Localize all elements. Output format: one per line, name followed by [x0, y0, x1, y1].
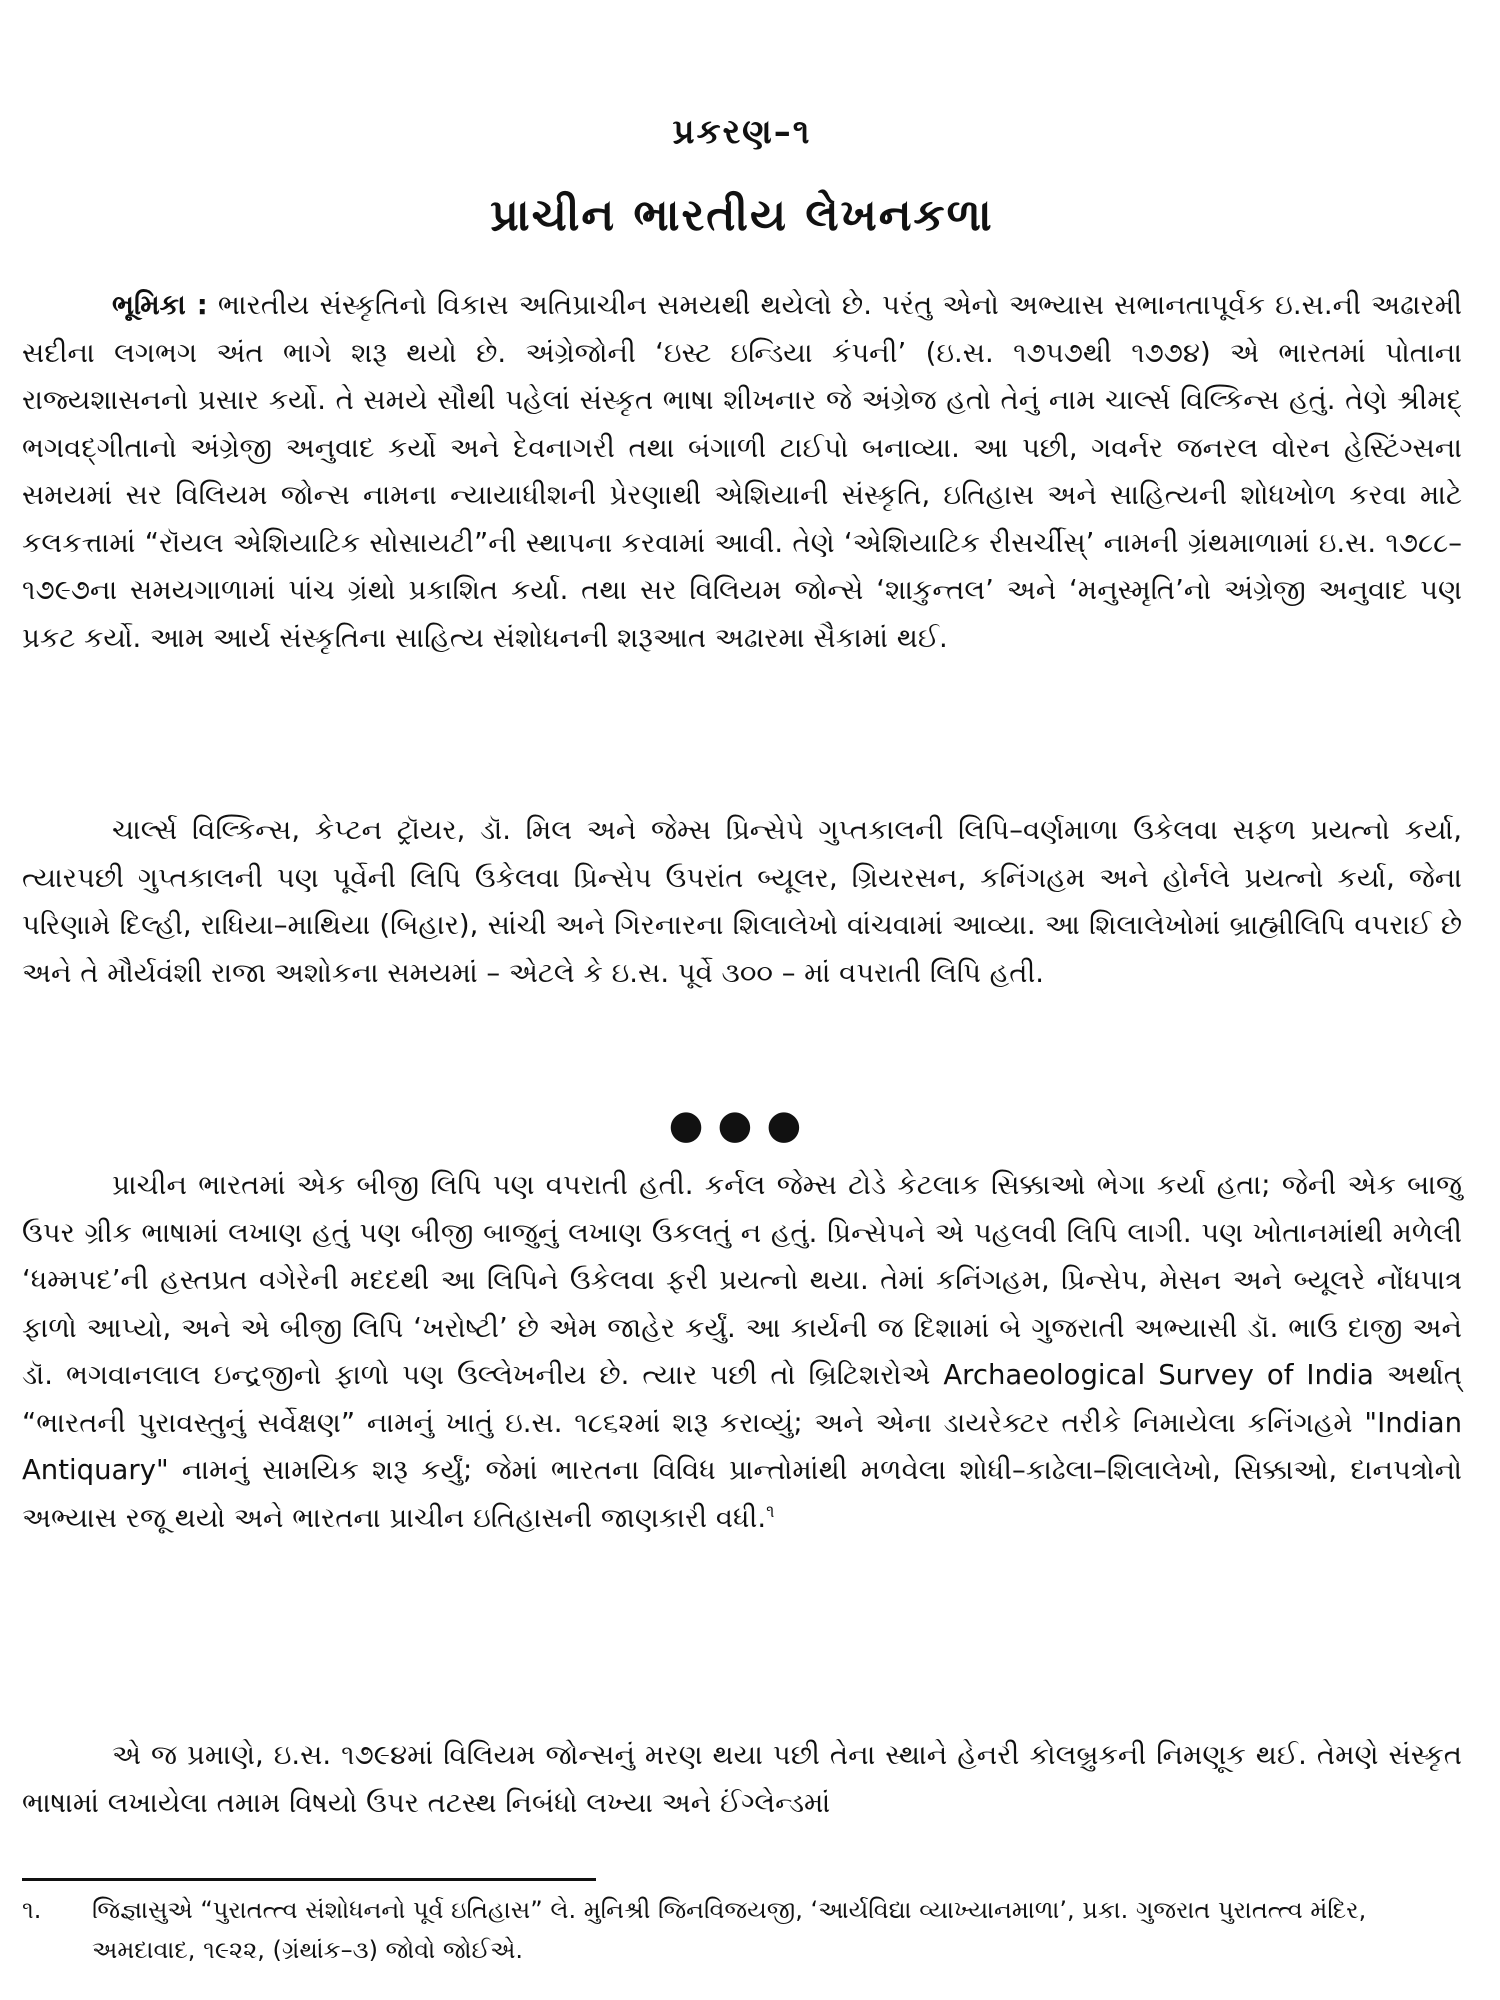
document-page: [22, 0, 1462, 2000]
paragraph-brahmi-script: ચાર્લ્સ વિલ્કિન્સ, કેપ્ટન ટ્રૉયર, ડૉ. મિલ અને જેમ્સ પ્રિન્સેપે ગુપ્તકાલની લિપિ–વર્ણમાળા ઉકેલવા સફળ પ્રયત્નો કર્યા, ત્યારપછી ગુપ્તકાલની પણ પૂર્વેની લિપિ ઉકેલવા પ્રિન્સેપ ઉપરાંત બ્યૂલર, ગ્રિયરસન, કનિંગહમ અને હોર્નલે પ્રયત્નો કર્યા, જેના પરિણામે દિલ્હી, રાધિયા–માથિયા (બિહાર), સાંચી અને ગિરનારના શિલાલેખો વાંચવામાં આવ્યા. આ શિલાલેખોમાં બ્રાહ્મીલિપિ વપરાઈ છે અને તે મૌર્યવંશી રાજા અશોકના સમયમાં – એટલે કે ઇ.સ. પૂર્વે ૩૦૦ – માં વપરાતી લિપિ હતી.: [22, 814, 1462, 989]
footnote-number: ૧.: [22, 1896, 42, 1924]
paragraph-text: પ્રાચીન ભારતમાં એક બીજી લિપિ પણ વપરાતી હતી. કર્નલ જેમ્સ ટોડે કેટલાક સિક્કાઓ ભેગા કર્યા હતા; જેની એક બાજુ ઉપર ગ્રીક ભાષામાં લખાણ હતું પણ બીજી બાજુનું લખાણ ઉકલતું ન હતું. પ્રિન્સેપને એ પહલવી લિપિ લાગી. પણ ખોતાનમાંથી મળેલી ‘ધમ્મપદ’ની હસ્તપ્રત વગેરેની મદદથી આ લિપિને ઉકેલવા ફરી પ્રયત્નો થયા. તેમાં કનિંગહમ, પ્રિન્સેપ, મેસન અને બ્યૂલરે નોંધપાત્ર ફાળો આપ્યો, અને એ બીજી લિપિ ‘ખરોષ્ટી’ છે એમ જાહેર કર્યું. આ કાર્યની જ દિશામાં બે ગુજરાતી અભ્યાસી ડૉ. ભાઉ દાજી અને ડૉ. ભગવાનલાલ ઇન્દ્રજીનો ફાળો પણ ઉલ્લેખનીય છે. ત્યાર પછી તો બ્રિટિશરોએ Archaeological Survey of India અર્થાત્ “ભારતની પુરાવસ્તુનું સર્વેક્ષણ” નામનું ખાતું ઇ.સ. ૧૮૬૨માં શરૂ કરાવ્યું; અને એના ડાયરેક્ટર તરીકે નિમાયેલા કનિંગહમે "Indian Antiquary" નામનું સામયિક શરૂ કર્યું; જેમાં ભારતના વિવિધ પ્રાન્તોમાંથી મળવેલા શોધી–કાઢેલા–શિલાલેખો, સિક્કાઓ, દાનપત્રોનો અભ્યાસ રજૂ થયો અને ભારતના પ્રાચીન ઇતિહાસની જાણકારી વધી.: [22, 1169, 1462, 1534]
chapter-heading: પ્રકરણ–૧: [672, 112, 812, 152]
footnote-reference: ૧: [766, 1501, 775, 1522]
footnote: [22, 1890, 1462, 1970]
paragraph-text: ભારતીય સંસ્કૃતિનો વિકાસ અતિપ્રાચીન સમયથી થયેલો છે. પરંતુ એનો અભ્યાસ સભાનતાપૂર્વક ઇ.સ.ની અઢારમી સદીના લગભગ અંત ભાગે શરૂ થયો છે. અંગ્રેજોની ‘ઇસ્ટ ઇન્ડિયા કંપની’ (ઇ.સ. ૧૭૫૭થી ૧૭૭૪) એ ભારતમાં પોતાના રાજ્યશાસનનો પ્રસાર કર્યો. તે સમયે સૌથી પહેલાં સંસ્કૃત ભાષા શીખનાર જે અંગ્રેજ હતો તેનું નામ ચાર્લ્સ વિલ્કિન્સ હતું. તેણે શ્રીમદ્ ભગવદ્ગીતાનો અંગ્રેજી અનુવાદ કર્યો અને દેવનાગરી તથા બંગાળી ટાઈપો બનાવ્યા. આ પછી, ગવર્નર જનરલ વોરન હેસ્ટિંગ્સના સમયમાં સર વિલિયમ જોન્સ નામના ન્યાયાધીશની પ્રેરણાથી એશિયાની સંસ્કૃતિ, ઇતિહાસ અને સાહિત્યની શોધખોળ કરવા માટે કલકત્તામાં “રૉયલ એશિયાટિક સોસાયટી”ની સ્થાપના કરવામાં આવી. તેણે ‘એશિયાટિક રીસર્ચીસ્’ નામની ગ્રંથમાળામાં ઇ.સ. ૧૭૮૮–૧૭૯૭ના સમયગાળામાં પાંચ ગ્રંથો પ્રકાશિત કર્યા. તથા સર વિલિયમ જોન્સે ‘શાકુન્તલ’ અને ‘મનુસ્મૃતિ’નો અંગ્રેજી અનુવાદ પણ પ્રકટ કર્યો. આમ આર્ય સંસ્કૃતિના સાહિત્ય સંશોધનની શરૂઆત અઢારમા સૈકામાં થઈ.: [22, 289, 1462, 654]
section-separator: ●●●: [668, 1102, 816, 1148]
paragraph-introduction: [22, 282, 1462, 662]
footnote-text: જિજ્ઞાસુએ “પુરાતત્ત્વ સંશોધનનો પૂર્વ ઇતિહાસ” લે. મુનિશ્રી જિનવિજયજી, ‘આર્યવિદ્યા વ્યાખ્યાનમાળા’, પ્રકા. ગુજરાત પુરાતત્ત્વ મંદિર, અમદાવાદ, ૧૯૨૨, (ગ્રંથાંક–૩) જોવો જોઈએ.: [92, 1896, 1367, 1964]
footnote-divider: [22, 1878, 596, 1881]
paragraph-lead-label: ભૂમિકા :: [112, 289, 208, 321]
page-title: પ્રાચીન ભારતીય લેખનકળા: [490, 190, 994, 241]
paragraph-kharosthi-script: [22, 1162, 1462, 1542]
paragraph-colebrooke: એ જ પ્રમાણે, ઇ.સ. ૧૭૯૪માં વિલિયમ જોન્સનું મરણ થયા પછી તેના સ્થાને હેનરી કોલબ્રુકની નિમણૂક થઈ. તેમણે સંસ્કૃત ભાષામાં લખાયેલા તમામ વિષયો ઉપર તટસ્થ નિબંધો લખ્યા અને ઈંગ્લેન્ડમાં: [22, 1739, 1462, 1819]
